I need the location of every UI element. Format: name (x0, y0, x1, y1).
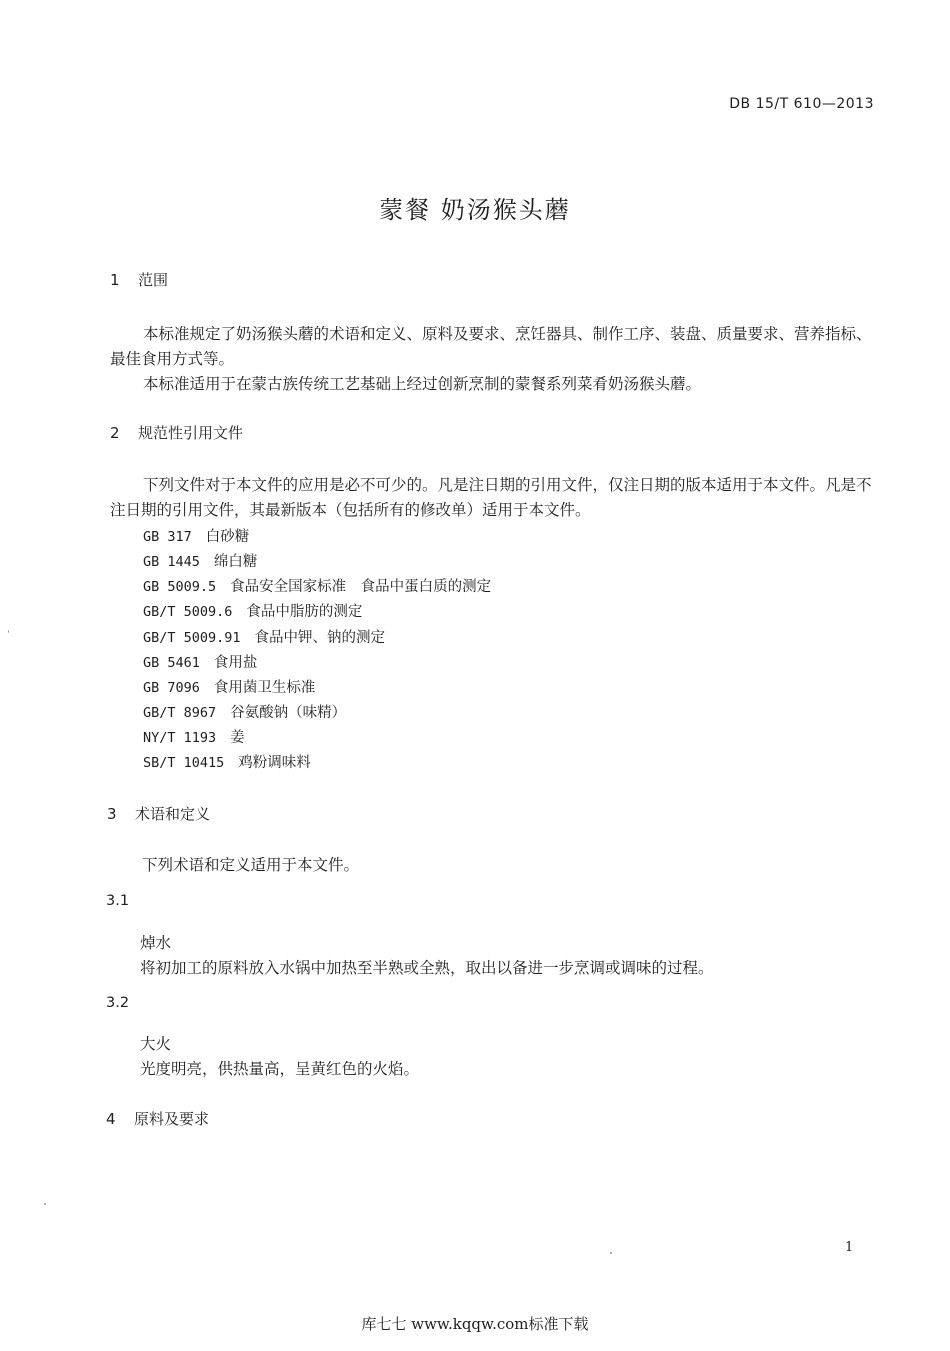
reference-item: GB 5009.5 食品安全国家标准 食品中蛋白质的测定 (143, 579, 492, 595)
document-title: 蒙餐 奶汤猴头蘑 (379, 196, 571, 224)
term-title: 焯水 (140, 934, 172, 952)
section-number: 2 (110, 424, 120, 442)
page-number: 1 (845, 1240, 854, 1255)
term-definition: 将初加工的原料放入水锅中加热至半熟或全熟，取出以备进一步烹调或调味的过程。 (140, 959, 714, 977)
scan-speck (8, 630, 9, 633)
section-2-heading (110, 422, 243, 443)
scope-paragraph-1: 本标准规定了奶汤猴头蘑的术语和定义、原料及要求、烹饪器具、制作工序、装盘、质量要求、营养指标、最佳食用方式等。 (110, 325, 872, 368)
section-title: 规范性引用文件 (138, 424, 244, 442)
section-1-heading (110, 269, 168, 290)
scope-paragraph-2: 本标准适用于在蒙古族传统工艺基础上经过创新烹制的蒙餐系列菜肴奶汤猴头蘑。 (143, 375, 702, 393)
reference-item: GB/T 5009.91 食品中钾、钠的测定 (143, 630, 386, 646)
reference-item: GB/T 5009.6 食品中脂肪的测定 (143, 604, 363, 620)
reference-item: GB 317 白砂糖 (143, 529, 250, 545)
section-number: 3 (107, 805, 117, 823)
scan-speck (610, 1252, 612, 1254)
section-4-heading (106, 1108, 209, 1129)
term-number: 3.2 (106, 995, 130, 1011)
section-title: 术语和定义 (135, 805, 211, 823)
section-number: 4 (106, 1110, 116, 1128)
reference-item: NY/T 1193 姜 (143, 730, 245, 746)
reference-item: SB/T 10415 鸡粉调味料 (143, 755, 311, 771)
section-title: 范围 (138, 271, 169, 289)
reference-item: GB 7096 食用菌卫生标准 (143, 680, 316, 696)
standard-code: DB 15/T 610—2013 (729, 96, 874, 112)
footer-watermark: 库七七 www.kqqw.com标准下载 (361, 1315, 589, 1333)
reference-item: GB/T 8967 谷氨酸钠（味精） (143, 705, 347, 721)
section-title: 原料及要求 (134, 1110, 210, 1128)
section-3-heading (107, 803, 210, 824)
term-number: 3.1 (106, 893, 130, 909)
terms-intro: 下列术语和定义适用于本文件。 (142, 856, 360, 874)
reference-item: GB 5461 食用盐 (143, 655, 258, 671)
term-definition: 光度明亮，供热量高，呈黄红色的火焰。 (140, 1060, 420, 1078)
normative-references-intro: 下列文件对于本文件的应用是必不可少的。凡是注日期的引用文件，仅注日期的版本适用于本文件。凡是不注日期的引用文件，其最新版本（包括所有的修改单）适用于本文件。 (110, 476, 872, 519)
reference-item: GB 1445 绵白糖 (143, 554, 258, 570)
term-title: 大火 (140, 1035, 172, 1053)
section-number: 1 (110, 271, 120, 289)
scan-speck (44, 1203, 46, 1205)
